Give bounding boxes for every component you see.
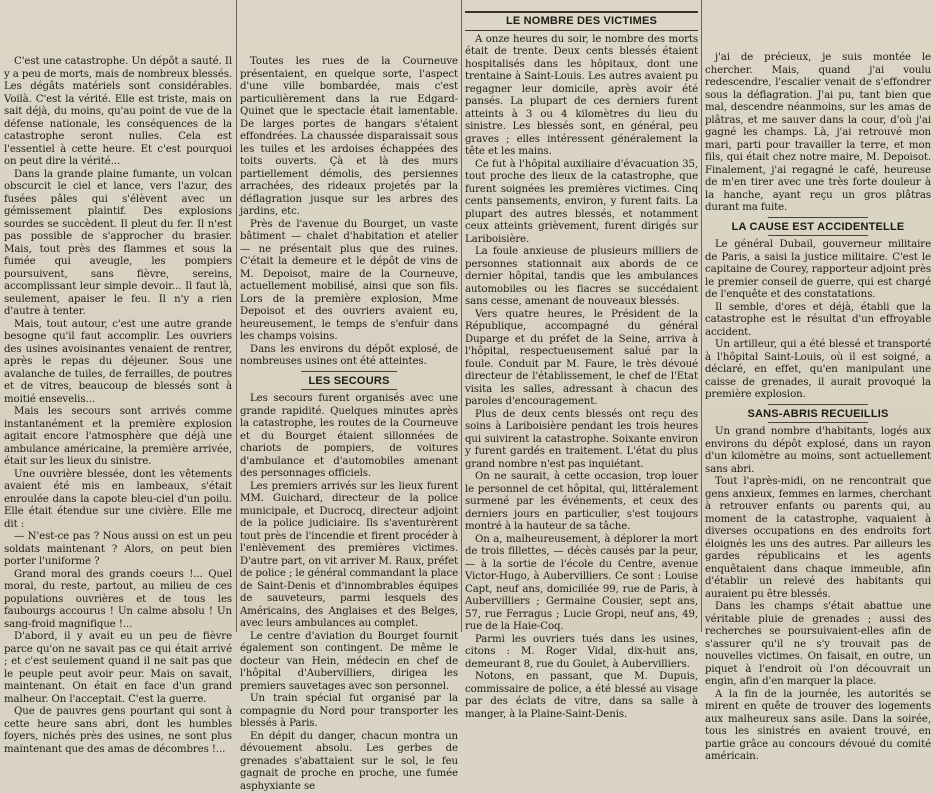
paragraph: Les secours furent organisés avec une grande rapidité. Quelques minutes après la catastrophe, les routes de la Courneuve et du Bourget étaient sillonnées de chariots de pompiers, de voitures d'ambulance et d'automobiles amenant des personnages officiels. bbox=[240, 393, 458, 481]
section-divider bbox=[768, 404, 867, 405]
paragraph: A la fin de la journée, les autorités se mirent en quête de trouver des logements aux malheureux sans asile. Dans la soirée, tous les sinistrés en avaient trouvé, en partie grâce au concours dévoué du comité américain. bbox=[705, 689, 931, 764]
paragraph: Plus de deux cents blessés ont reçu des soins à Lariboisière pendant les trois heures qui suivirent la catastrophe. Soixante environ y furent gardés en traitement. L'état du plus grand nombre n'est pas inquiétant. bbox=[465, 409, 698, 472]
paragraph: La foule anxieuse de plusieurs milliers de personnes stationnait aux abords de ce dernier hôpital, tandis que les ambulances automobiles ou les fiacres se succédaient sans cesse, amenant de nouveaux blessés. bbox=[465, 246, 698, 309]
section-divider bbox=[768, 217, 867, 218]
section-heading-secours: LES SECOURS bbox=[240, 375, 458, 388]
paragraph: On a, malheureusement, à déplorer la mort de trois fillettes, — décès causés par la peur, — à la sortie de l'école du Centre, avenue Victor-Hugo, à Aubervilliers. Ce sont : Louise Capt, neuf ans, domiciliée 99, rue de Paris, à Aubervilliers ; Germaine Cousier, sept ans, 57, rue Ferragus ; Lucie Gropi, neuf ans, 49, rue de la Haie-Coq. bbox=[465, 534, 698, 634]
section-heading-sans-abris: SANS-ABRIS RECUEILLIS bbox=[705, 408, 931, 421]
section-divider bbox=[768, 235, 867, 236]
article-column-4 bbox=[705, 52, 931, 684]
paragraph: Une ouvrière blessée, dont les vêtements avaient été mis en lambeaux, s'était enroulée dans la capote bleu-ciel d'un poilu. Elle était étendue sur une civière. Elle me dit : bbox=[4, 469, 232, 532]
paragraph: Les premiers arrivés sur les lieux furent MM. Guichard, directeur de la police municipale, et Ducrocq, directeur adjoint de la police judiciaire. Ils s'aventurèrent tout près de l'incendie et firent procéder à l'enlèvement des premières victimes. D'autre part, on vit arriver M. Raux, préfet de police ; le général commandant la place de Saint-Denis et d'innombrables équipes de sauveteurs, parmi lesquels des Américains, des Anglaises et des Belges, avec leurs ambulances au complet. bbox=[240, 481, 458, 631]
paragraph: Parmi les ouvriers tués dans les usines, citons : M. Roger Vidal, dix-huit ans, demeurant 8, rue du Goulet, à Aubervilliers. bbox=[465, 634, 698, 672]
paragraph: — N'est-ce pas ? Nous aussi on est un peu soldats maintenant ? Alors, on peut bien porter l'uniforme ? bbox=[4, 531, 232, 569]
paragraph: Mais, tout autour, c'est une autre grande besogne qu'il faut accomplir. Les ouvriers des usines avoisinantes venaient de rentrer, après le repas du déjeuner. Sous une avalanche de tuiles, de ferrailles, de poutres et de vitres, beaucoup de blessés sont à moitié ensevelis... bbox=[4, 319, 232, 407]
column-rule bbox=[236, 0, 237, 632]
paragraph: On ne saurait, à cette occasion, trop louer le personnel de cet hôpital, qui, littéralement surmené par les événements, et ceux des derniers jours en particulier, s'est toujours montré à la hauteur de sa tâche. bbox=[465, 471, 698, 534]
section-heading-cause: LA CAUSE EST ACCIDENTELLE bbox=[705, 221, 931, 234]
column-rule bbox=[701, 0, 702, 632]
article-column-3 bbox=[465, 8, 698, 640]
paragraph: En dépit du danger, chacun montra un dévouement absolu. Les gerbes de grenades s'abattaient sur le sol, le feu gagnait de proche en proche, une fumée asphyxiante se bbox=[240, 731, 458, 793]
paragraph: Grand moral des grands coeurs !... Quel moral, du reste, partout, au milieu de ces populations ouvrières et de tous les faubourgs accourus ! Un calme absolu ! Un sang-froid magnifique !... bbox=[4, 569, 232, 632]
paragraph: Près de l'avenue du Bourget, un vaste bâtiment — chalet d'habitation et atelier — ne présentait plus que des ruines. C'était la demeure et le dépôt de vins de M. Depoisot, maire de la Courneuve, actuellement mobilisé, ainsi que son fils. Lors de la première explosion, Mme Depoisot et des ouvriers avaient eu, heureusement, le temps de s'enfuir dans les champs voisins. bbox=[240, 219, 458, 344]
paragraph: Un artilleur, qui a été blessé et transporté à l'hôpital Saint-Louis, où il est soigné, a déclaré, en effet, qu'en manipulant une caisse de grenades, il aurait provoqué la première explosion. bbox=[705, 339, 931, 402]
section-heading-victimes: LE NOMBRE DES VICTIMES bbox=[465, 11, 698, 31]
paragraph: Vers quatre heures, le Président de la République, accompagné du général Duparge et du préfet de la Seine, arriva à l'hôpital, respectueusement salué par la foule. Conduit par M. Faure, le très dévoué directeur de l'établissement, le chef de l'Etat visita les salles, adressant à chacun des paroles d'encouragement. bbox=[465, 309, 698, 409]
paragraph: Dans la grande plaine fumante, un volcan obscurcit le ciel et lance, vers l'azur, des fusées pâles qui s'élèvent avec un gémissement plaintif. Des explosions sourdes se succèdent. Il pleut du fer. Il n'est pas possible de s'approcher du brasier. Mais, tout près des flammes et sous la fumée qui aveugle, les pompiers poursuivent, sans fièvre, sereins, accomplissant leur simple devoir... Il faut là, seulement, apaiser le feu. Il n'y a rien d'autre à tenter. bbox=[4, 169, 232, 319]
paragraph: Que de pauvres gens pourtant qui sont à cette heure sans abri, dont les humbles foyers, nichés près des usines, ne sont plus maintenant que des amas de décombres !... bbox=[4, 706, 232, 756]
paragraph: Mais les secours sont arrivés comme instantanément et la première explosion agitait encore l'atmosphère que déjà une ambulance américaine, la première arrivée, était sur les lieux du sinistre. bbox=[4, 406, 232, 469]
section-divider bbox=[301, 371, 397, 372]
column-rule bbox=[461, 0, 462, 632]
paragraph: Le centre d'aviation du Bourget fournit également son contingent. De même le docteur van Hein, médecin en chef de l'hôpital d'Aubervilliers, dirigea les premiers sauvetages avec son personnel. bbox=[240, 631, 458, 694]
paragraph: Tout l'après-midi, on ne rencontrait que gens anxieux, femmes en larmes, cherchant à retrouver enfants ou parents qui, au moment de la catastrophe, vaquaient à diverses occupations en des endroits fort éloignés les uns des autres. Par ailleurs les gardes républicains et les agents enquêtaient dans chaque immeuble, afin d'établir un relevé des habitants qui auraient pu être blessés. bbox=[705, 476, 931, 601]
paragraph: Dans les environs du dépôt explosé, de nombreuses usines ont été atteintes. bbox=[240, 344, 458, 369]
section-divider bbox=[768, 422, 867, 423]
paragraph: Ce fut à l'hôpital auxiliaire d'évacuation 35, tout proche des lieux de la catastrophe, que furent soignées les premières victimes. Cinq cents pansements, environ, y furent faits. La plupart des autres blessés, et notamment ceux atteints grièvement, furent dirigés sur Lariboisière. bbox=[465, 159, 698, 247]
paragraph: Toutes les rues de la Courneuve présentaient, en quelque sorte, l'aspect d'une ville bombardée, mais c'est particulièrement dans la rue Edgard-Quinet que le spectacle était lamentable. De larges portes de hangars s'étaient effondrées. La chaussée disparaissait sous les tuiles et les ardoises échappées des toits ouverts. Çà et là des murs partiellement démolis, des persiennes arrachées, des rideaux projetés par la déflagration jusque sur les arbres des jardins, etc. bbox=[240, 56, 458, 219]
section-divider bbox=[301, 389, 397, 390]
paragraph: Le général Dubail, gouverneur militaire de Paris, a saisi la justice militaire. C'est le capitaine de Courey, rapporteur adjoint près le premier conseil de guerre, qui est chargé de l'enquête et des constatations. bbox=[705, 239, 931, 302]
paragraph: D'abord, il y avait eu un peu de fièvre parce qu'on ne savait pas ce qui était arrivé ; et c'est seulement quand il ne sait pas que le peuple peut avoir peur. Mais on savait, maintenant. On était en face d'un grand malheur. On l'acceptait. C'est la guerre. bbox=[4, 631, 232, 706]
paragraph: Il semble, d'ores et déjà, établi que la catastrophe est le résultat d'un effroyable accident. bbox=[705, 302, 931, 340]
paragraph: Un train spécial fut organisé par la compagnie du Nord pour transporter les blessés à Paris. bbox=[240, 693, 458, 731]
article-column-2 bbox=[240, 56, 458, 688]
paragraph: Dans les champs s'était abattue une véritable pluie de grenades ; aussi des recherches se poursuivaient-elles afin de s'assurer qu'il ne s'y trouvait pas de nouvelles victimes. On faisait, en outre, un piquet à l'endroit où l'on découvrait un engin, afin d'en marquer la place. bbox=[705, 601, 931, 689]
paragraph: Un grand nombre d'habitants, logés aux environs du dépôt explosé, dans un rayon d'un kilomètre au moins, sont actuellement sans abri. bbox=[705, 426, 931, 476]
paragraph: A onze heures du soir, le nombre des morts était de trente. Deux cents blessés étaient hospitalisés dans les hôpitaux, dont une trentaine à Saint-Louis. Les autres avaient pu regagner leur domicile, après avoir été pansés. La plupart de ces derniers furent atteints à 3 ou 4 kilomètres du lieu du sinistre. Les blessés sont, en général, peu graves ; elles intéressent généralement la tête et les mains. bbox=[465, 34, 698, 159]
paragraph: Notons, en passant, que M. Dupuis, commissaire de police, a été blessé au visage par des éclats de vitre, dans sa salle à manger, à la Plaine-Saint-Denis. bbox=[465, 671, 698, 721]
paragraph: j'ai de précieux, je suis montée le chercher. Mais, quand j'ai voulu redescendre, l'escalier venait de s'effondrer sous la déflagration. J'ai pu, tant bien que mal, descendre néanmoins, sur les amas de plâtras, et me sauver dans la cour, d'où j'ai gagné les champs. Là, j'ai retrouvé mon mari, parti pour travailler la terre, et mon fils, qui était chez notre maire, M. Depoisot. Finalement, j'ai regagné le café, heureuse de m'en tirer avec une très forte douleur à la hanche, ayant reçu un gros plâtras durant ma fuite. bbox=[705, 52, 931, 215]
paragraph: C'est une catastrophe. Un dépôt a sauté. Il y a peu de morts, mais de nombreux blessés. Les dégâts matériels sont considérables. Voilà. C'est la vérité. Elle est triste, mais on sait déjà, du moins, qu'au point de vue de la défense nationale, les conséquences de la catastrophe seront nulles. Cela est l'essentiel à cette heure. Et c'est pourquoi on peut dire la vérité... bbox=[4, 56, 232, 169]
article-column-1 bbox=[4, 56, 232, 688]
